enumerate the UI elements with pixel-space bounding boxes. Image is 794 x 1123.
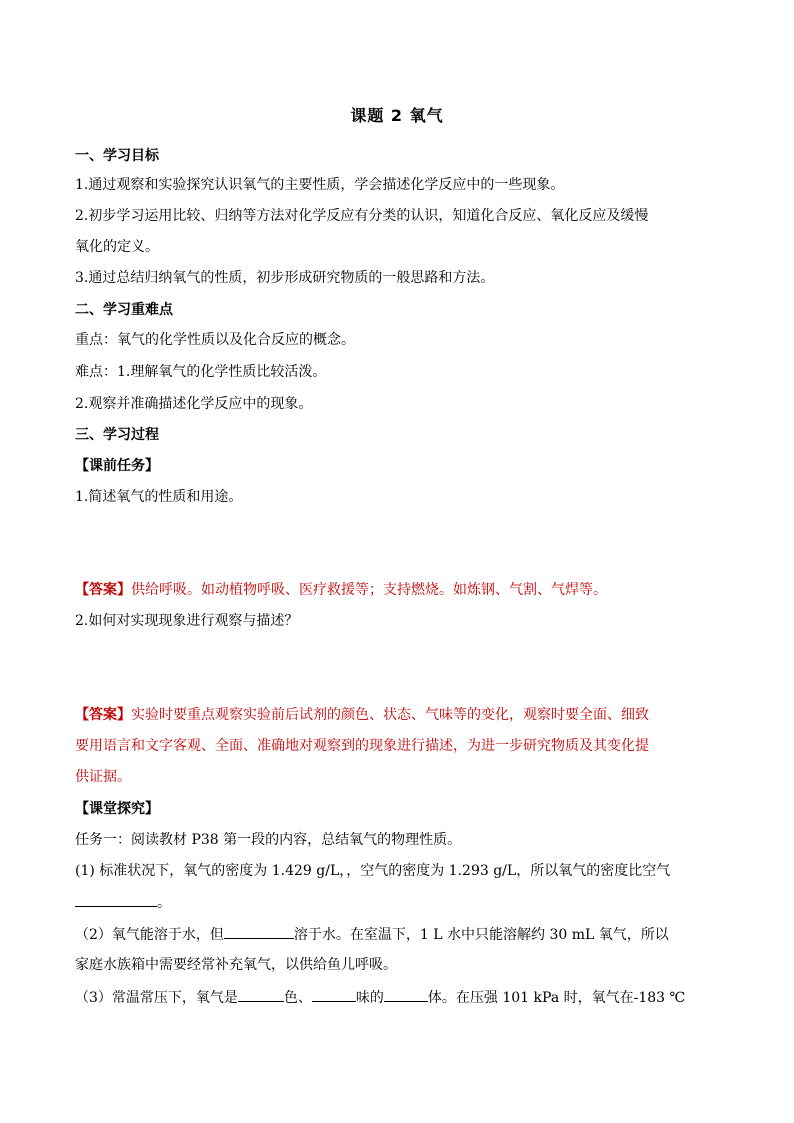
property-3-part-d: 体。在压强 101 kPa 时，氧气在-183 ℃ [427,990,686,1006]
goal-item-2: 2.初步学习运用比较、归纳等方法对化学反应有分类的认识，知道化合反应、氧化反应及缓慢 [75,208,649,224]
answer-2-text-1: 实验时要重点观察实验前后试剂的颜色、状态、气味等的变化，观察时要全面、细致 [131,707,649,723]
task-1: 任务一：阅读教材 P38 第一段的内容，总结氧气的物理性质。 [75,832,462,848]
answer-2-line-2: 要用语言和文字客观、全面、准确地对观察到的现象进行描述，为进一步研究物质及其变化提 [75,738,649,754]
property-3 [75,986,735,1009]
fill-blank[interactable] [75,891,157,907]
answer-tag: 【答案】 [75,582,131,598]
key-point: 重点：氧气的化学性质以及化合反应的概念。 [75,332,355,348]
section-heading-key-points: 二、学习重难点 [75,302,173,318]
property-3-part-a: （3）常温常压下，氧气是 [75,990,238,1006]
property-1-answer-line [75,891,735,914]
section-heading-goals: 一、学习目标 [75,148,159,164]
property-1-end: 。 [157,895,171,911]
fill-blank[interactable] [224,923,294,939]
fill-blank[interactable] [384,986,428,1002]
section-heading-process: 三、学习过程 [75,427,159,443]
page-title: 课题 2 氧气 [350,106,444,125]
difficult-point-1: 难点：1.理解氧气的化学性质比较活泼。 [75,364,327,380]
answer-tag: 【答案】 [75,707,131,723]
property-2-cont: 家庭水族箱中需要经常补充氧气，以供给鱼儿呼吸。 [75,957,397,973]
property-2 [75,923,735,946]
question-1: 1.简述氧气的性质和用途。 [75,489,243,505]
answer-2-line-3: 供证据。 [75,769,131,785]
fill-blank[interactable] [238,986,284,1002]
property-3-part-b: 色、 [283,990,312,1006]
answer-1-text: 供给呼吸。如动植物呼吸、医疗救援等；支持燃烧。如炼钢、气割、气焊等。 [131,582,607,598]
question-2: 2.如何对实现现象进行观察与描述？ [75,613,299,629]
property-2-part-a: （2）氧气能溶于水，但 [75,927,224,943]
pre-task-label: 【课前任务】 [75,458,159,474]
difficult-point-2: 2.观察并准确描述化学反应中的现象。 [75,396,313,412]
answer-2-line-1 [75,704,735,726]
goal-item-2-cont: 氧化的定义。 [75,239,159,255]
answer-1 [75,579,735,601]
property-1: (1) 标准状况下，氧气的密度为 1.429 g/L，，空气的密度为 1.293 g/L，所以氧气的密度比空气 [75,863,671,879]
fill-blank[interactable] [312,986,356,1002]
property-3-part-c: 味的 [355,990,384,1006]
goal-item-3: 3.通过总结归纳氧气的性质，初步形成研究物质的一般思路和方法。 [75,270,495,286]
goal-item-1: 1.通过观察和实验探究认识氧气的主要性质，学会描述化学反应中的一些现象。 [75,177,565,193]
class-explore-label: 【课堂探究】 [75,801,159,817]
property-2-part-b: 溶于水。在室温下，1 L 水中只能溶解约 30 mL 氧气，所以 [293,927,669,943]
